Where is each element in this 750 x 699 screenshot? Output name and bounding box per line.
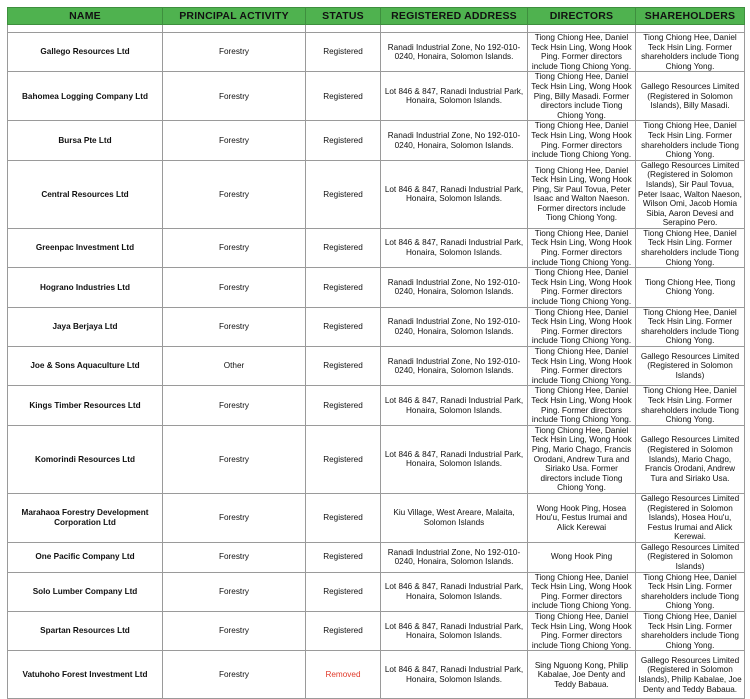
table-row [8, 386, 745, 425]
spacer-cell [528, 25, 636, 33]
table-row [8, 33, 745, 72]
spacer-cell [636, 25, 745, 33]
registered-address-cell: Kiu Village, West Areare, Malaita, Solomon Islands [381, 493, 528, 542]
company-name-cell: Bahomea Logging Company Ltd [8, 72, 163, 121]
directors-cell: Tiong Chiong Hee, Daniel Teck Hsin Ling, Wong Hook Ping. Former directors include Tiong Chiong Yong. [528, 572, 636, 611]
registered-address-cell: Lot 846 & 847, Ranadi Industrial Park, Honaira, Solomon Islands. [381, 425, 528, 493]
header-principal-activity: PRINCIPAL ACTIVITY [163, 8, 306, 25]
status-cell: Registered [306, 228, 381, 267]
directors-cell: Tiong Chiong Hee, Daniel Teck Hsin Ling, Wong Hook Ping. Former directors include Tiong Chiong Yong. [528, 386, 636, 425]
company-name-cell: Gallego Resources Ltd [8, 33, 163, 72]
company-name-cell: One Pacific Company Ltd [8, 542, 163, 572]
principal-activity-cell: Forestry [163, 542, 306, 572]
spacer-cell [163, 25, 306, 33]
company-name-cell: Solo Lumber Company Ltd [8, 572, 163, 611]
company-register-table [7, 7, 745, 699]
status-cell: Registered [306, 572, 381, 611]
company-name-cell: Hograno Industries Ltd [8, 268, 163, 307]
table-row [8, 160, 745, 228]
shareholders-cell: Tiong Chiong Hee, Daniel Teck Hsin Ling. Former shareholders include Tiong Chiong Yong. [636, 228, 745, 267]
directors-cell: Tiong Chiong Hee, Daniel Teck Hsin Ling, Wong Hook Ping. Former directors include Tiong Chiong Yong. [528, 121, 636, 160]
company-name-cell: Komorindi Resources Ltd [8, 425, 163, 493]
status-cell: Registered [306, 160, 381, 228]
company-name-cell: Marahaoa Forestry Development Corporation Ltd [8, 493, 163, 542]
registered-address-cell: Lot 846 & 847, Ranadi Industrial Park, Honaira, Solomon Islands. [381, 651, 528, 699]
principal-activity-cell: Forestry [163, 425, 306, 493]
shareholders-cell: Gallego Resources Limited (Registered in Solomon Islands), Billy Masadi. [636, 72, 745, 121]
status-cell: Registered [306, 425, 381, 493]
principal-activity-cell: Forestry [163, 228, 306, 267]
principal-activity-cell: Forestry [163, 386, 306, 425]
spacer-row [8, 25, 745, 33]
directors-cell: Wong Hook Ping, Hosea Hou'u, Festus Irumai and Alick Kerewai [528, 493, 636, 542]
company-name-cell: Bursa Pte Ltd [8, 121, 163, 160]
registered-address-cell: Lot 846 & 847, Ranadi Industrial Park, Honaira, Solomon Islands. [381, 72, 528, 121]
directors-cell: Tiong Chiong Hee, Daniel Teck Hsin Ling, Wong Hook Ping. Former directors include Tiong Chiong Yong. [528, 307, 636, 346]
principal-activity-cell: Forestry [163, 307, 306, 346]
status-cell: Registered [306, 72, 381, 121]
table-row [8, 307, 745, 346]
shareholders-cell: Tiong Chiong Hee, Daniel Teck Hsin Ling. Former shareholders include Tiong Chiong Yong. [636, 612, 745, 651]
status-cell: Registered [306, 493, 381, 542]
table-row [8, 542, 745, 572]
table-row [8, 572, 745, 611]
company-name-cell: Kings Timber Resources Ltd [8, 386, 163, 425]
shareholders-cell: Gallego Resources Limited (Registered in Solomon Islands), Mario Chago, Francis Orodani, Andrew Tura and Siriako Usa. [636, 425, 745, 493]
shareholders-cell: Tiong Chiong Hee, Daniel Teck Hsin Ling. Former shareholders include Tiong Chiong Yong. [636, 121, 745, 160]
spacer-cell [8, 25, 163, 33]
shareholders-cell: Gallego Resources Limited (Registered in Solomon Islands), Hosea Hou'u, Festus Irumai and Alick Kerewai. [636, 493, 745, 542]
company-name-cell: Spartan Resources Ltd [8, 612, 163, 651]
shareholders-cell: Tiong Chiong Hee, Tiong Chiong Yong. [636, 268, 745, 307]
status-cell: Registered [306, 347, 381, 386]
shareholders-cell: Gallego Resources Limited (Registered in Solomon Islands), Philip Kabalae, Joe Denty and Teddy Babaua. [636, 651, 745, 699]
registered-address-cell: Lot 846 & 847, Ranadi Industrial Park, Honaira, Solomon Islands. [381, 160, 528, 228]
status-cell: Removed [306, 651, 381, 699]
table-row [8, 493, 745, 542]
directors-cell: Sing Nguong Kong, Philip Kabalae, Joe Denty and Teddy Babaua. [528, 651, 636, 699]
directors-cell: Tiong Chiong Hee, Daniel Teck Hsin Ling, Wong Hook Ping. Former directors include Tiong Chiong Yong. [528, 228, 636, 267]
shareholders-cell: Gallego Resources Limited (Registered in Solomon Islands) [636, 347, 745, 386]
status-cell: Registered [306, 121, 381, 160]
shareholders-cell: Tiong Chiong Hee, Daniel Teck Hsin Ling. Former shareholders include Tiong Chiong Yong. [636, 386, 745, 425]
principal-activity-cell: Other [163, 347, 306, 386]
company-name-cell: Central Resources Ltd [8, 160, 163, 228]
header-shareholders: SHAREHOLDERS [636, 8, 745, 25]
directors-cell: Wong Hook Ping [528, 542, 636, 572]
directors-cell: Tiong Chiong Hee, Daniel Teck Hsin Ling, Wong Hook Ping. Former directors include Tiong Chiong Yong. [528, 347, 636, 386]
principal-activity-cell: Forestry [163, 160, 306, 228]
principal-activity-cell: Forestry [163, 572, 306, 611]
status-cell: Registered [306, 386, 381, 425]
shareholders-cell: Tiong Chiong Hee, Daniel Teck Hsin Ling. Former shareholders include Tiong Chiong Yong. [636, 307, 745, 346]
registered-address-cell: Lot 846 & 847, Ranadi Industrial Park, Honaira, Solomon Islands. [381, 228, 528, 267]
table-row [8, 347, 745, 386]
spacer-cell [306, 25, 381, 33]
status-cell: Registered [306, 612, 381, 651]
header-status: STATUS [306, 8, 381, 25]
shareholders-cell: Gallego Resources Limited (Registered in Solomon Islands) [636, 542, 745, 572]
table-row [8, 72, 745, 121]
shareholders-cell: Tiong Chiong Hee, Daniel Teck Hsin Ling. Former shareholders include Tiong Chiong Yong. [636, 572, 745, 611]
registered-address-cell: Lot 846 & 847, Ranadi Industrial Park, Honaira, Solomon Islands. [381, 386, 528, 425]
status-cell: Registered [306, 268, 381, 307]
header-directors: DIRECTORS [528, 8, 636, 25]
registered-address-cell: Lot 846 & 847, Ranadi Industrial Park, Honaira, Solomon Islands. [381, 612, 528, 651]
table-row [8, 425, 745, 493]
principal-activity-cell: Forestry [163, 612, 306, 651]
principal-activity-cell: Forestry [163, 268, 306, 307]
company-name-cell: Vatuhoho Forest Investment Ltd [8, 651, 163, 699]
registered-address-cell: Ranadi Industrial Zone, No 192-010-0240, Honaira, Solomon Islands. [381, 347, 528, 386]
directors-cell: Tiong Chiong Hee, Daniel Teck Hsin Ling, Wong Hook Ping. Former directors include Tiong Chiong Yong. [528, 612, 636, 651]
header-registered-address: REGISTERED ADDRESS [381, 8, 528, 25]
status-cell: Registered [306, 307, 381, 346]
spacer-cell [381, 25, 528, 33]
company-name-cell: Joe & Sons Aquaculture Ltd [8, 347, 163, 386]
directors-cell: Tiong Chiong Hee, Daniel Teck Hsin Ling, Wong Hook Ping, Billy Masadi. Former directors include Tiong Chiong Yong. [528, 72, 636, 121]
table-row [8, 268, 745, 307]
principal-activity-cell: Forestry [163, 33, 306, 72]
registered-address-cell: Lot 846 & 847, Ranadi Industrial Park, Honaira, Solomon Islands. [381, 572, 528, 611]
company-name-cell: Jaya Berjaya Ltd [8, 307, 163, 346]
status-cell: Registered [306, 33, 381, 72]
header-name: NAME [8, 8, 163, 25]
principal-activity-cell: Forestry [163, 493, 306, 542]
directors-cell: Tiong Chiong Hee, Daniel Teck Hsin Ling, Wong Hook Ping. Former directors include Tiong Chiong Yong. [528, 33, 636, 72]
registered-address-cell: Ranadi Industrial Zone, No 192-010-0240, Honaira, Solomon Islands. [381, 542, 528, 572]
table-row [8, 121, 745, 160]
header-row [8, 8, 745, 25]
status-cell: Registered [306, 542, 381, 572]
registered-address-cell: Ranadi Industrial Zone, No 192-010-0240, Honaira, Solomon Islands. [381, 307, 528, 346]
registered-address-cell: Ranadi Industrial Zone, No 192-010-0240, Honaira, Solomon Islands. [381, 121, 528, 160]
principal-activity-cell: Forestry [163, 72, 306, 121]
registered-address-cell: Ranadi Industrial Zone, No 192-010-0240, Honaira, Solomon Islands. [381, 33, 528, 72]
directors-cell: Tiong Chiong Hee, Daniel Teck Hsin Ling, Wong Hook Ping, Mario Chago, Francis Orodani, Andrew Tura and Siriako Usa. Former directors include Tiong Chiong Yong. [528, 425, 636, 493]
principal-activity-cell: Forestry [163, 121, 306, 160]
table-row [8, 612, 745, 651]
shareholders-cell: Tiong Chiong Hee, Daniel Teck Hsin Ling. Former shareholders include Tiong Chiong Yong. [636, 33, 745, 72]
table-row [8, 651, 745, 699]
shareholders-cell: Gallego Resources Limited (Registered in Solomon Islands), Sir Paul Tovua, Peter Isaac, Walton Naeson, Wilson Omi, Jacob Homia Sibia, Aaron Devesi and Serapino Pero. [636, 160, 745, 228]
principal-activity-cell: Forestry [163, 651, 306, 699]
registered-address-cell: Ranadi Industrial Zone, No 192-010-0240, Honaira, Solomon Islands. [381, 268, 528, 307]
table-row [8, 228, 745, 267]
directors-cell: Tiong Chiong Hee, Daniel Teck Hsin Ling, Wong Hook Ping, Sir Paul Tovua, Peter Isaac and Walton Naeson. Former directors include Tiong Chiong Yong. [528, 160, 636, 228]
directors-cell: Tiong Chiong Hee, Daniel Teck Hsin Ling, Wong Hook Ping. Former directors include Tiong Chiong Yong. [528, 268, 636, 307]
company-name-cell: Greenpac Investment Ltd [8, 228, 163, 267]
